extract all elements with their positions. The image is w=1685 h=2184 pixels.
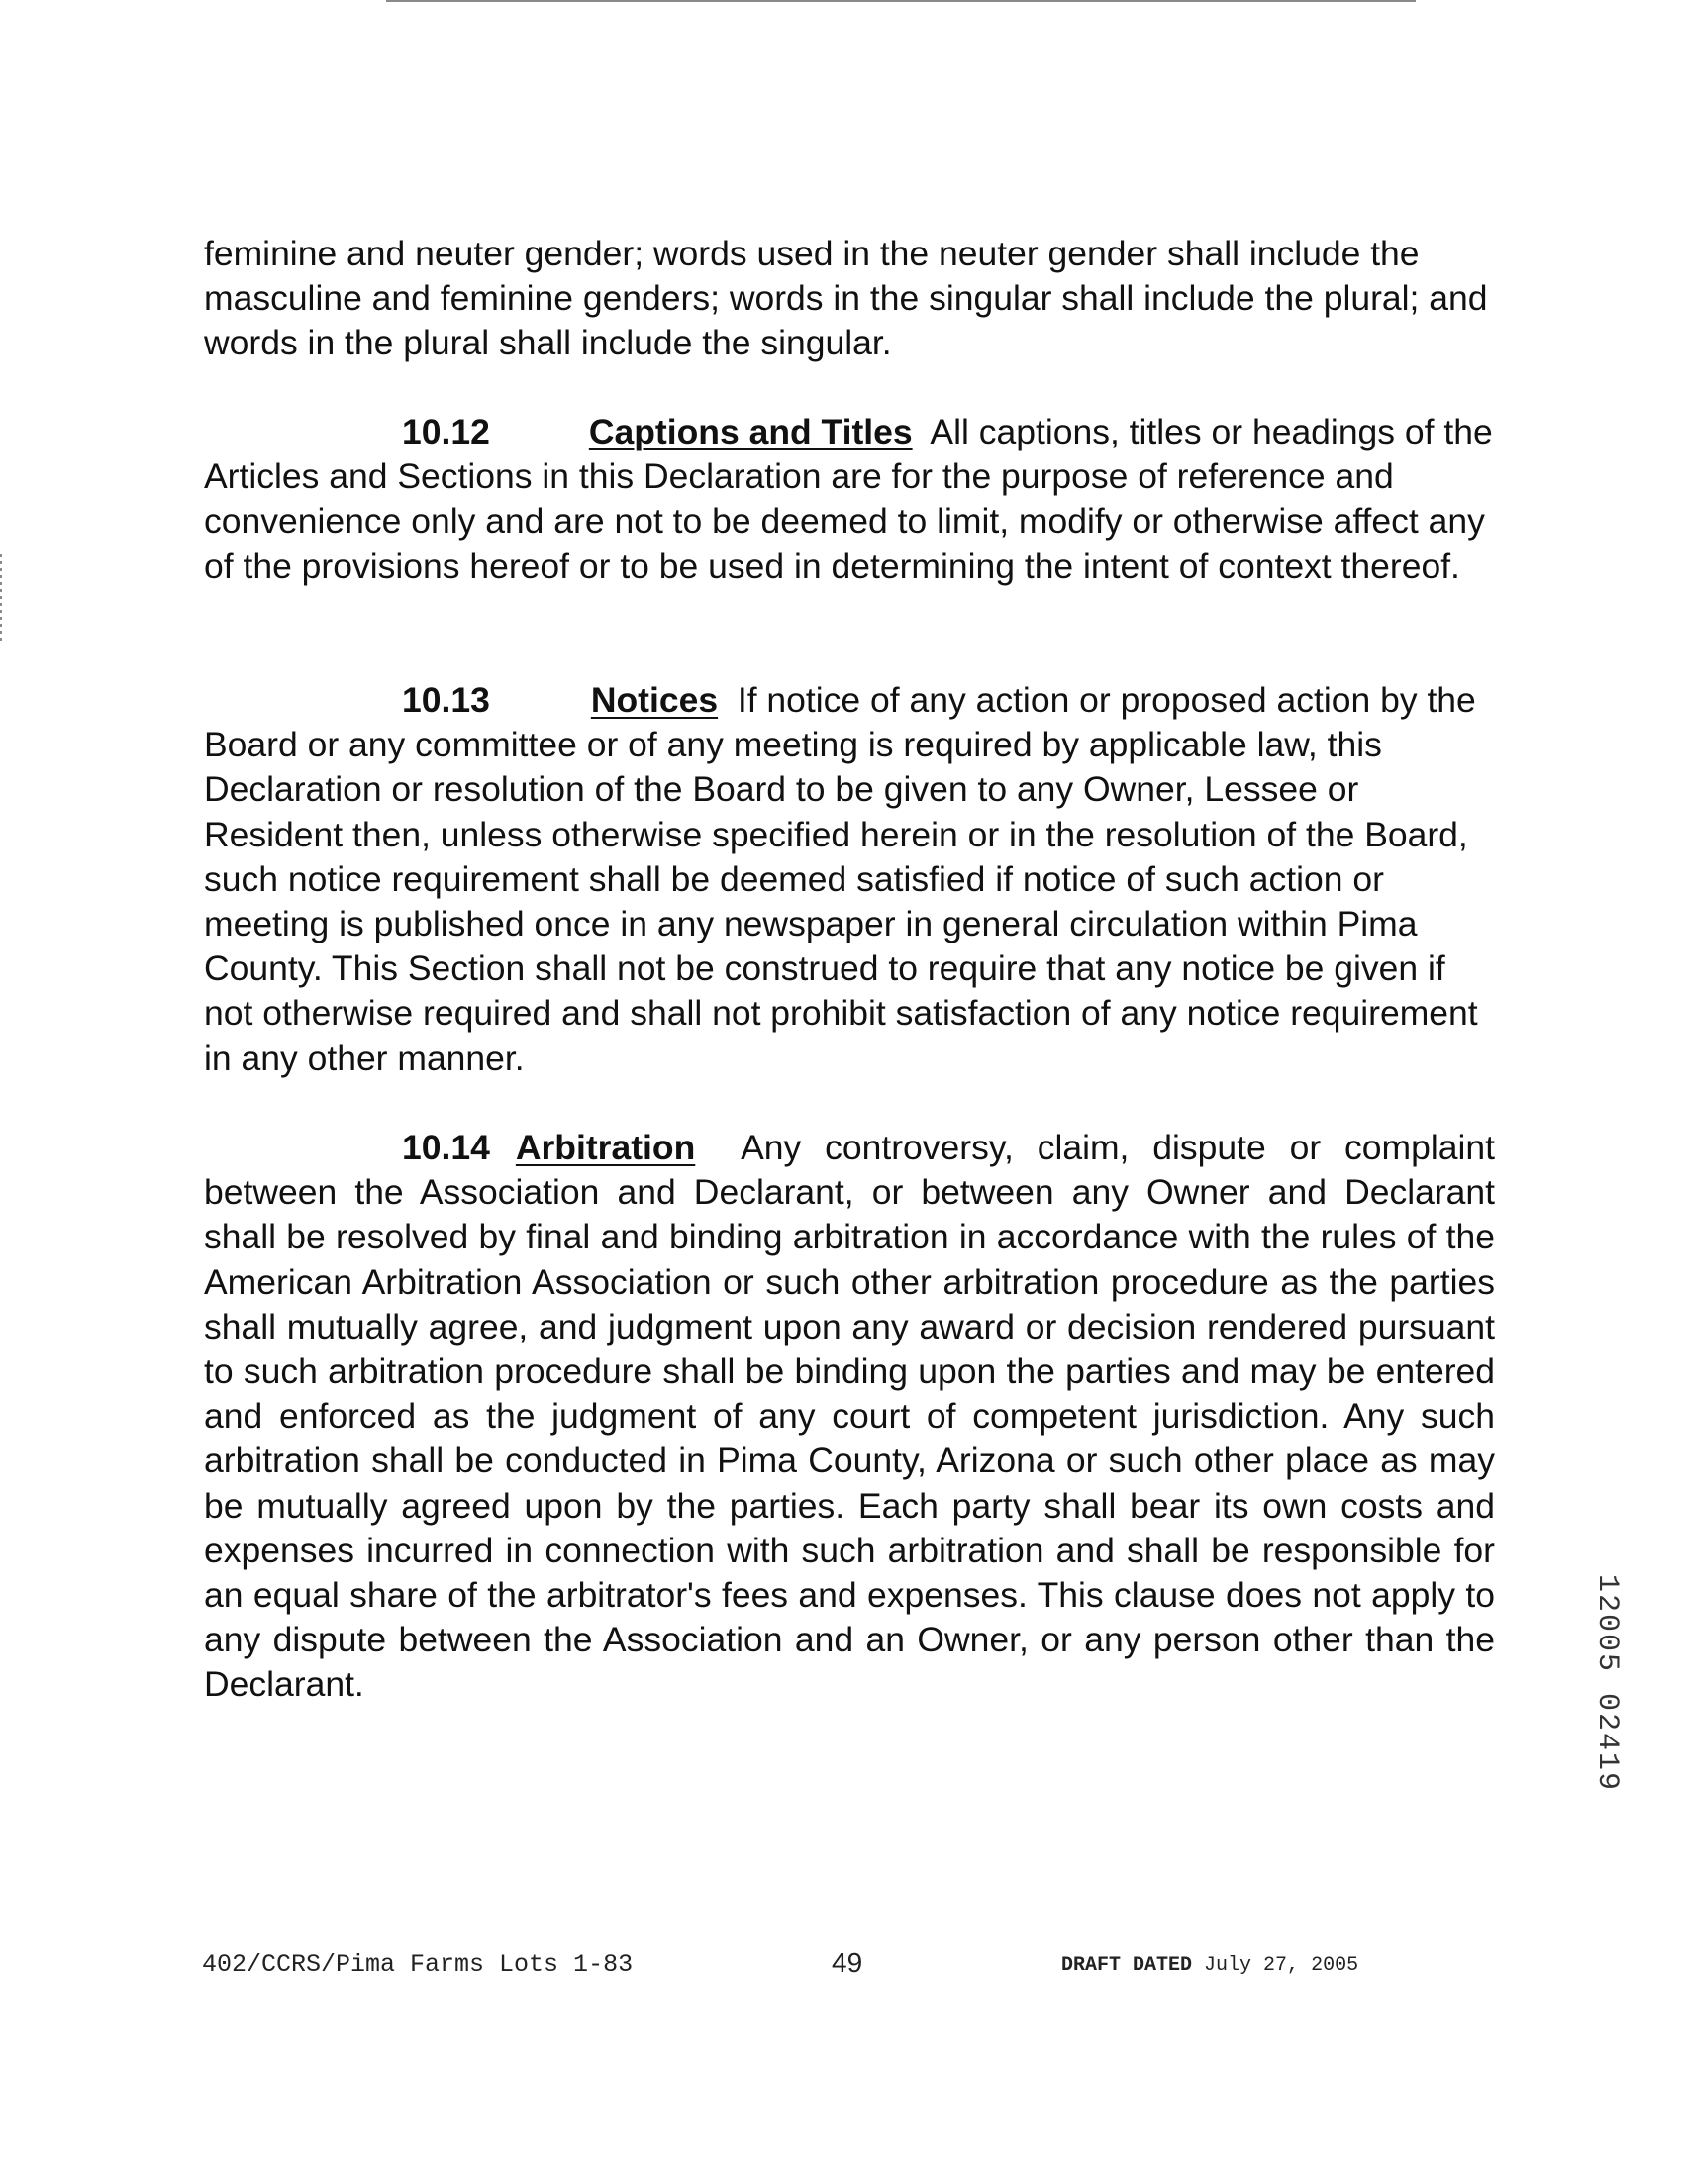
section-heading: Notices [590,680,719,720]
section-number: 10.13 [402,680,490,720]
section-body: If notice of any action or proposed action by the Board or any committee or of any meeting is required by applicable law, this Declaration or resolution of the Board to be given to any Owner, Lessee or Resident then, unless otherwise specified herein or in the resolution of the Board, such notice requirement shall be deemed satisfied if notice of such action or meeting is published once in any newspaper in general circulation within Pima County. This Section shall not be construed to require that any notice be given if not otherwise required and shall not prohibit satisfaction of any notice requirement in any other manner. [204,680,1478,1078]
section-heading: Arbitration [515,1128,696,1167]
section-number: 10.12 [402,412,490,451]
draft-label: DRAFT DATED [1061,1954,1193,1977]
draft-date: July 27, 2005 [1204,1954,1359,1977]
top-border-line [386,0,1416,2]
continued-paragraph: feminine and neuter gender; words used in the neuter gender shall include the masculine and feminine genders; words in the singular shall include the plural; and words in the plural shall include the singular. [204,234,1488,363]
recording-stamp: 12005 02419 [1590,1574,1624,1793]
section-body: Any controversy, claim, dispute or complaint between the Association and Declarant, or between any Owner and Declarant shall be resolved by final and binding arbitration in accordance with the rules of the American Arbitration Association or such other arbitration procedure as the parties shall mutually agree, and judgment upon any award or decision rendered pursuant to such arbitration procedure shall be binding upon the parties and may be entered and enforced as the judgment of any court of competent jurisdiction. Any such arbitration shall be conducted in Pima County, Arizona or such other place as may be mutually agreed upon by the parties. Each party shall bear its own costs and expenses incurred in connection with such arbitration and shall be responsible for an equal share of the arbitrator's fees and expenses. This clause does not apply to any dispute between the Association and an Owner, or any person other than the Declarant. [204,1128,1495,1705]
footer-page-number: 49 [832,1947,863,1978]
section-heading: Captions and Titles [588,412,913,451]
footer-file-reference: 402/CCRS/Pima Farms Lots 1-83 [202,1950,634,1979]
section-10-14 [204,1126,1495,1708]
section-body: All captions, titles or headings of the Articles and Sections in this Declaration are for the purpose of reference and convenience only and are not to be deemed to limit, modify or otherwise affect any of the provisions hereof or to be used in determining the intent of context thereof. [204,412,1493,586]
section-10-13 [204,678,1495,1081]
footer-draft-date [1061,1954,1358,1977]
section-number: 10.14 [402,1128,490,1167]
section-10-12 [204,410,1495,589]
left-edge-scan-mark [0,554,2,644]
